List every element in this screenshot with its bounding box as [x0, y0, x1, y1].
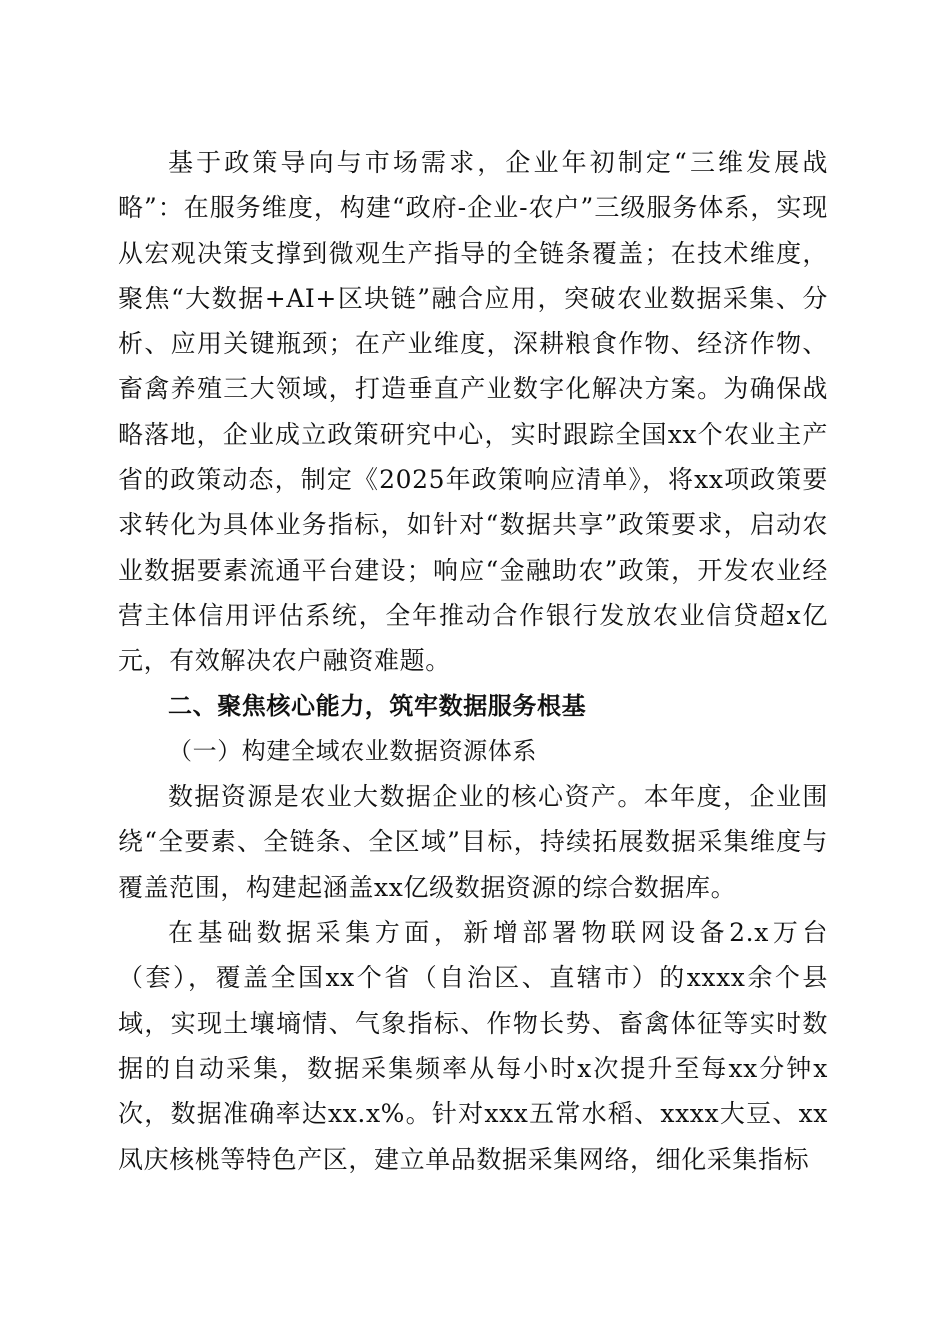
paragraph-basic-data-collection: 在基础数据采集方面，新增部署物联网设备2.x万台（套），覆盖全国xx个省（自治区、直辖市）的xxxx余个县域，实现土壤墒情、气象指标、作物长势、畜禽体征等实时数据的自动采集，数据采集频率从每小时x次提升至每xx分钟x次，数据准确率达xx.x%。针对xxx五常水稻、xxxx大豆、xx凤庆核桃等特色产区，建立单品数据采集网络，细化采集指标 [118, 918, 828, 1174]
subsection-heading-data-resources: （一）构建全域农业数据资源体系 [168, 736, 537, 765]
paragraph-strategy: 基于政策导向与市场需求，企业年初制定“三维发展战略”：在服务维度，构建“政府-企业-农户”三级服务体系，实现从宏观决策支撑到微观生产指导的全链条覆盖；在技术维度，聚焦“大数据+AI+区块链”融合应用，突破农业数据采集、分析、应用关键瓶颈；在产业维度，深耕粮食作物、经济作物、畜禽养殖三大领域，打造垂直产业数字化解决方案。为确保战略落地，企业成立政策研究中心，实时跟踪全国xx个农业主产省的政策动态，制定《2025年政策响应清单》，将xx项政策要求转化为具体业务指标，如针对“数据共享”政策要求，启动农业数据要素流通平台建设；响应“金融助农”政策，开发农业经营主体信用评估系统，全年推动合作银行发放农业信贷超x亿元，有效解决农户融资难题。 [118, 148, 828, 676]
section-heading-core-capability: 二、聚焦核心能力，筑牢数据服务根基 [168, 691, 587, 720]
paragraph-data-resources: 数据资源是农业大数据企业的核心资产。本年度，企业围绕“全要素、全链条、全区域”目标，持续拓展数据采集维度与覆盖范围，构建起涵盖xx亿级数据资源的综合数据库。 [118, 782, 828, 902]
document-body [118, 140, 828, 1182]
